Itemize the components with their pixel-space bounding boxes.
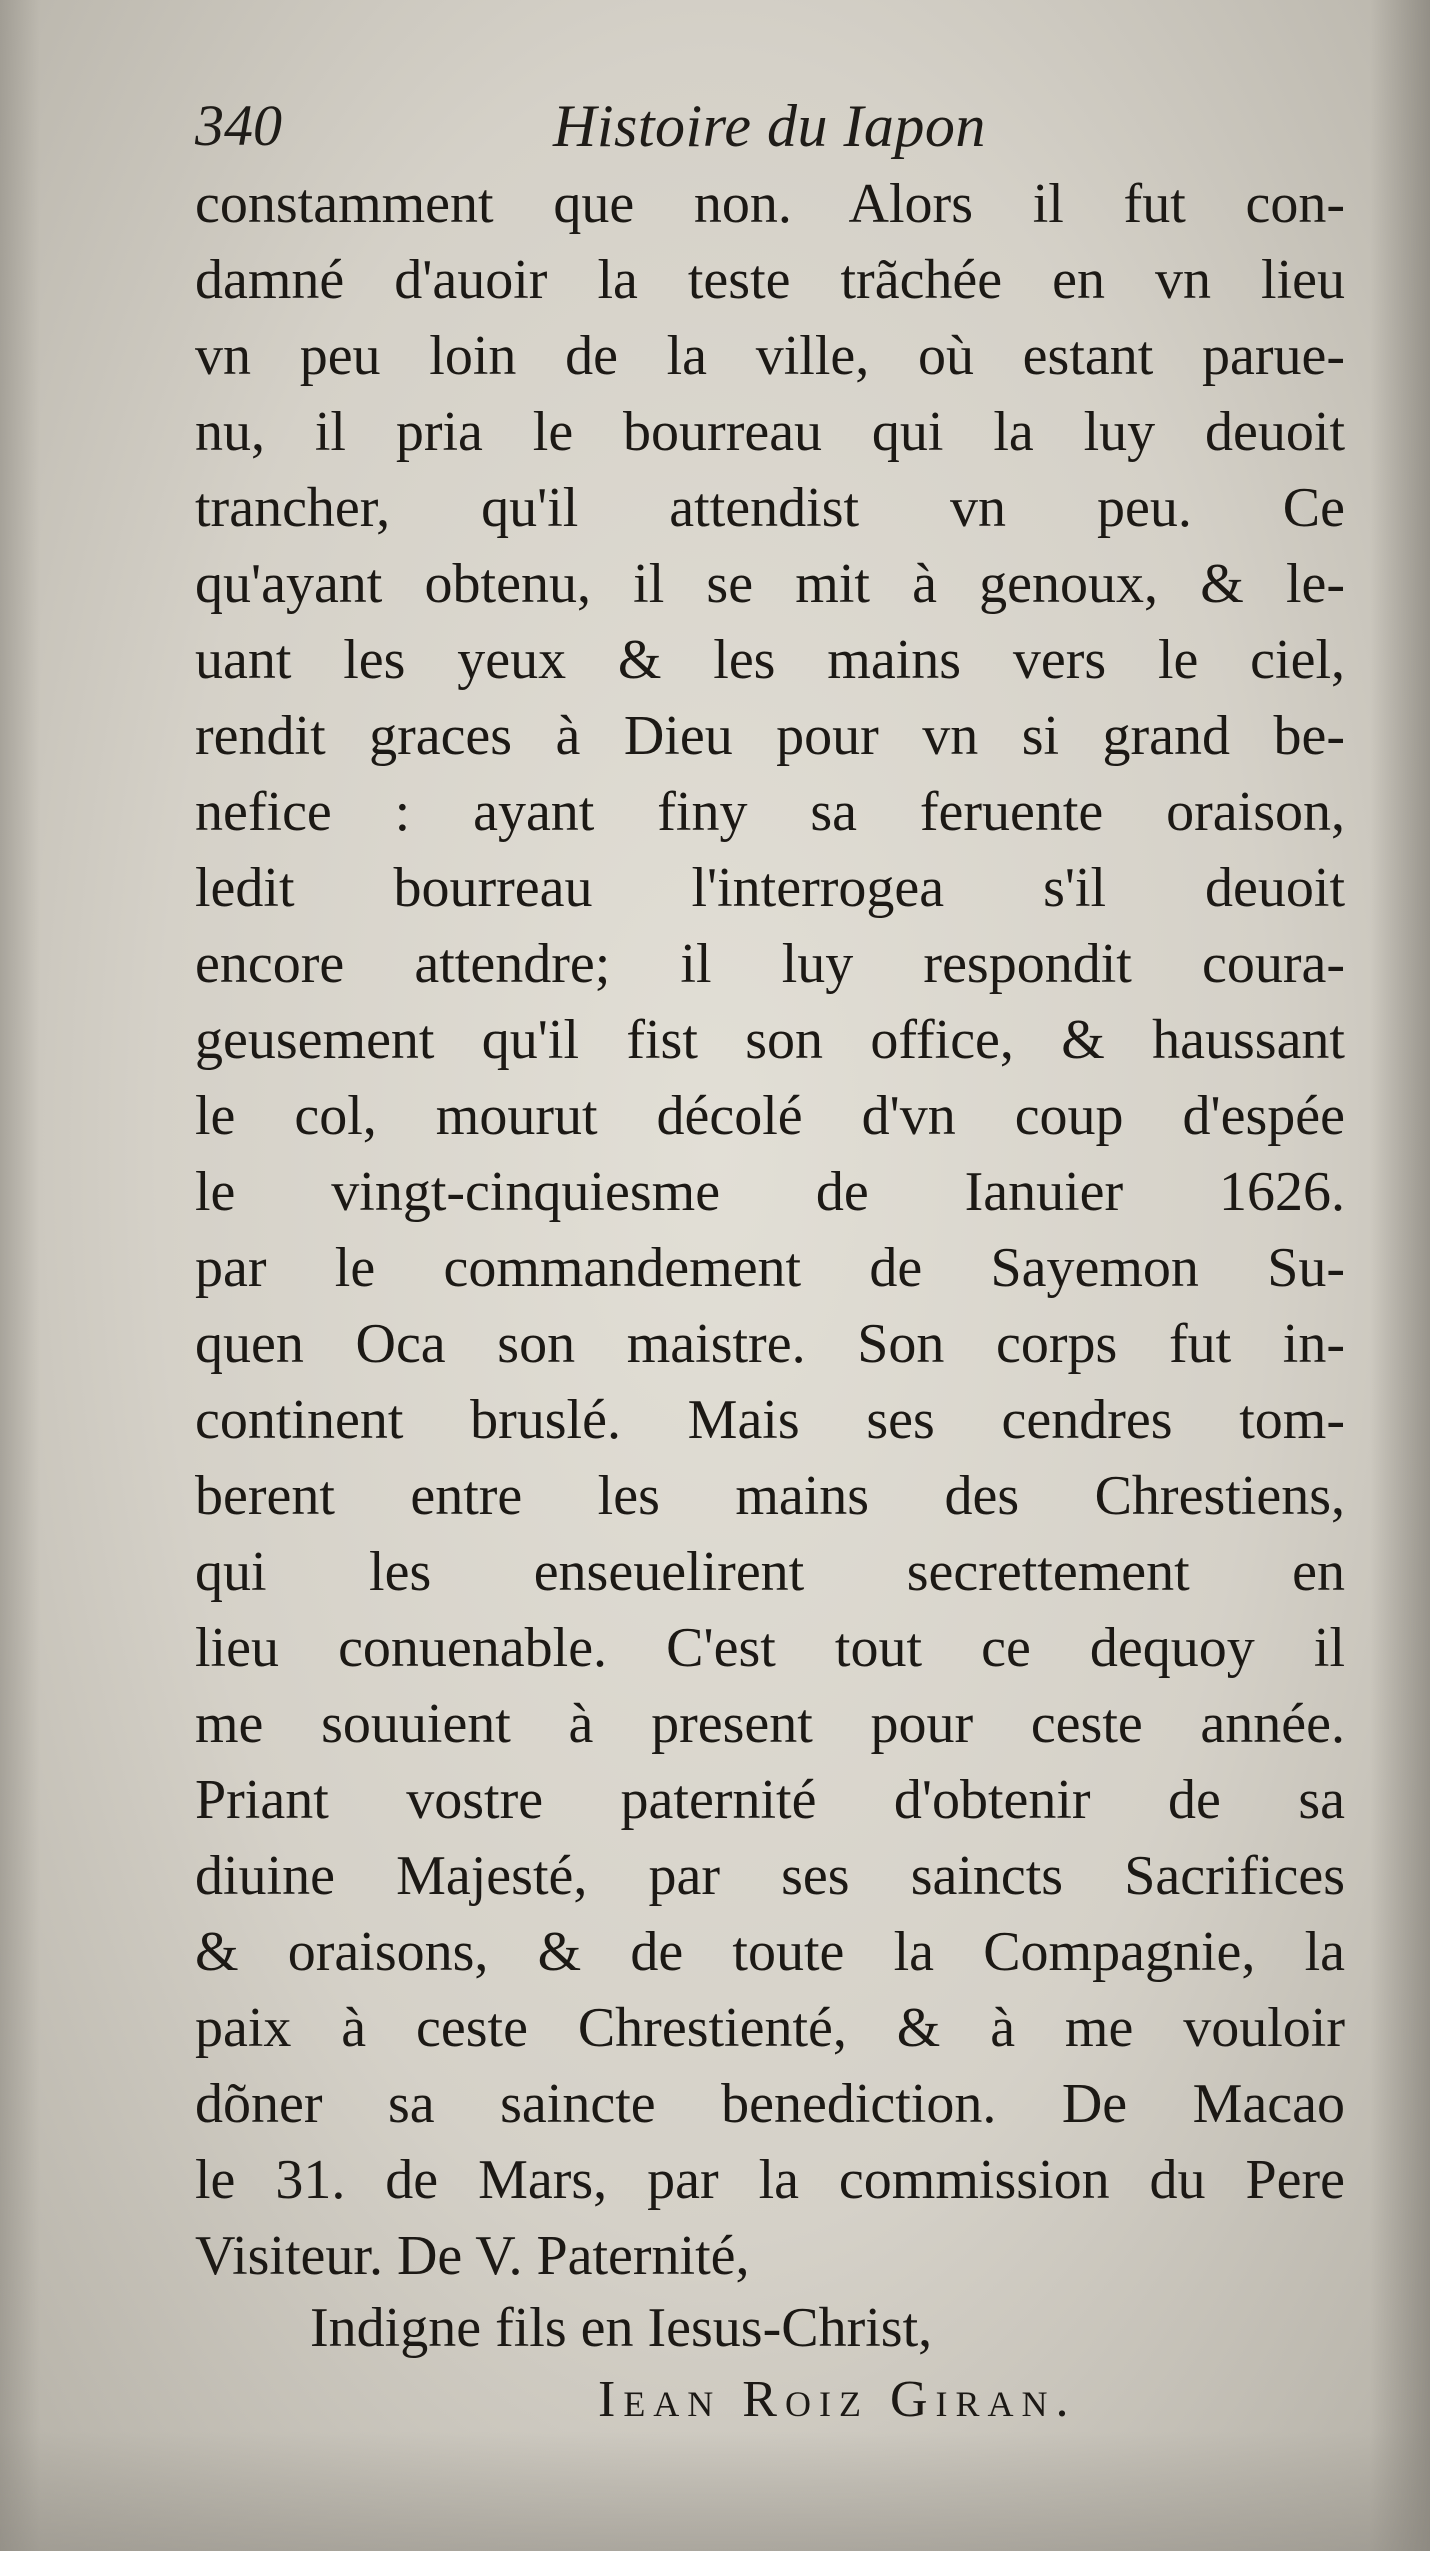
text-line: lieu conuenable. C'est tout ce dequoy il bbox=[195, 1617, 1345, 1679]
page-edge-shadow-right bbox=[1370, 0, 1430, 2551]
text-line: qui les enseuelirent secrettement en bbox=[195, 1541, 1345, 1603]
text-line: berent entre les mains des Chrestiens, bbox=[195, 1465, 1345, 1527]
text-line: nefice : ayant finy sa feruente oraison, bbox=[195, 781, 1345, 843]
text-line: quen Oca son maistre. Son corps fut in- bbox=[195, 1313, 1345, 1375]
text-line: Priant vostre paternité d'obtenir de sa bbox=[195, 1769, 1345, 1831]
signature: Iean Roiz Giran. bbox=[598, 2371, 1077, 2428]
text-line: geusement qu'il fist son office, & haussant bbox=[195, 1009, 1345, 1071]
text-line: ledit bourreau l'interrogea s'il deuoit bbox=[195, 857, 1345, 919]
text-line: constamment que non. Alors il fut con- bbox=[195, 173, 1345, 235]
page-edge-shadow-left bbox=[0, 0, 40, 2551]
text-line: le vingt-cinquiesme de Ianuier 1626. bbox=[195, 1161, 1345, 1223]
text-line: & oraisons, & de toute la Compagnie, la bbox=[195, 1921, 1345, 1983]
text-line: le col, mourut décolé d'vn coup d'espée bbox=[195, 1085, 1345, 1147]
page-number: 340 bbox=[195, 93, 282, 158]
text-line: Visiteur. De V. Paternité, bbox=[195, 2225, 750, 2287]
running-head: Histoire du Iapon bbox=[553, 93, 986, 159]
text-line: le 31. de Mars, par la commission du Pere bbox=[195, 2149, 1345, 2211]
text-line: me souuient à present pour ceste année. bbox=[195, 1693, 1345, 1755]
text-line: paix à ceste Chrestienté, & à me vouloir bbox=[195, 1997, 1345, 2059]
page-edge-shadow-bottom bbox=[0, 2431, 1430, 2551]
closing-salutation: Indigne fils en Iesus-Christ, bbox=[310, 2297, 933, 2359]
text-line: continent bruslé. Mais ses cendres tom- bbox=[195, 1389, 1345, 1451]
text-line: rendit graces à Dieu pour vn si grand be- bbox=[195, 705, 1345, 767]
text-line: dõner sa saincte benediction. De Macao bbox=[195, 2073, 1345, 2135]
text-line: diuine Majesté, par ses saincts Sacrifices bbox=[195, 1845, 1345, 1907]
text-line: damné d'auoir la teste trãchée en vn lieu bbox=[195, 249, 1345, 311]
text-line: nu, il pria le bourreau qui la luy deuoit bbox=[195, 401, 1345, 463]
text-line: trancher, qu'il attendist vn peu. Ce bbox=[195, 477, 1345, 539]
text-line: uant les yeux & les mains vers le ciel, bbox=[195, 629, 1345, 691]
text-line: encore attendre; il luy respondit coura- bbox=[195, 933, 1345, 995]
text-line: qu'ayant obtenu, il se mit à genoux, & le- bbox=[195, 553, 1345, 615]
text-line: vn peu loin de la ville, où estant parue- bbox=[195, 325, 1345, 387]
text-line: par le commandement de Sayemon Su- bbox=[195, 1237, 1345, 1299]
